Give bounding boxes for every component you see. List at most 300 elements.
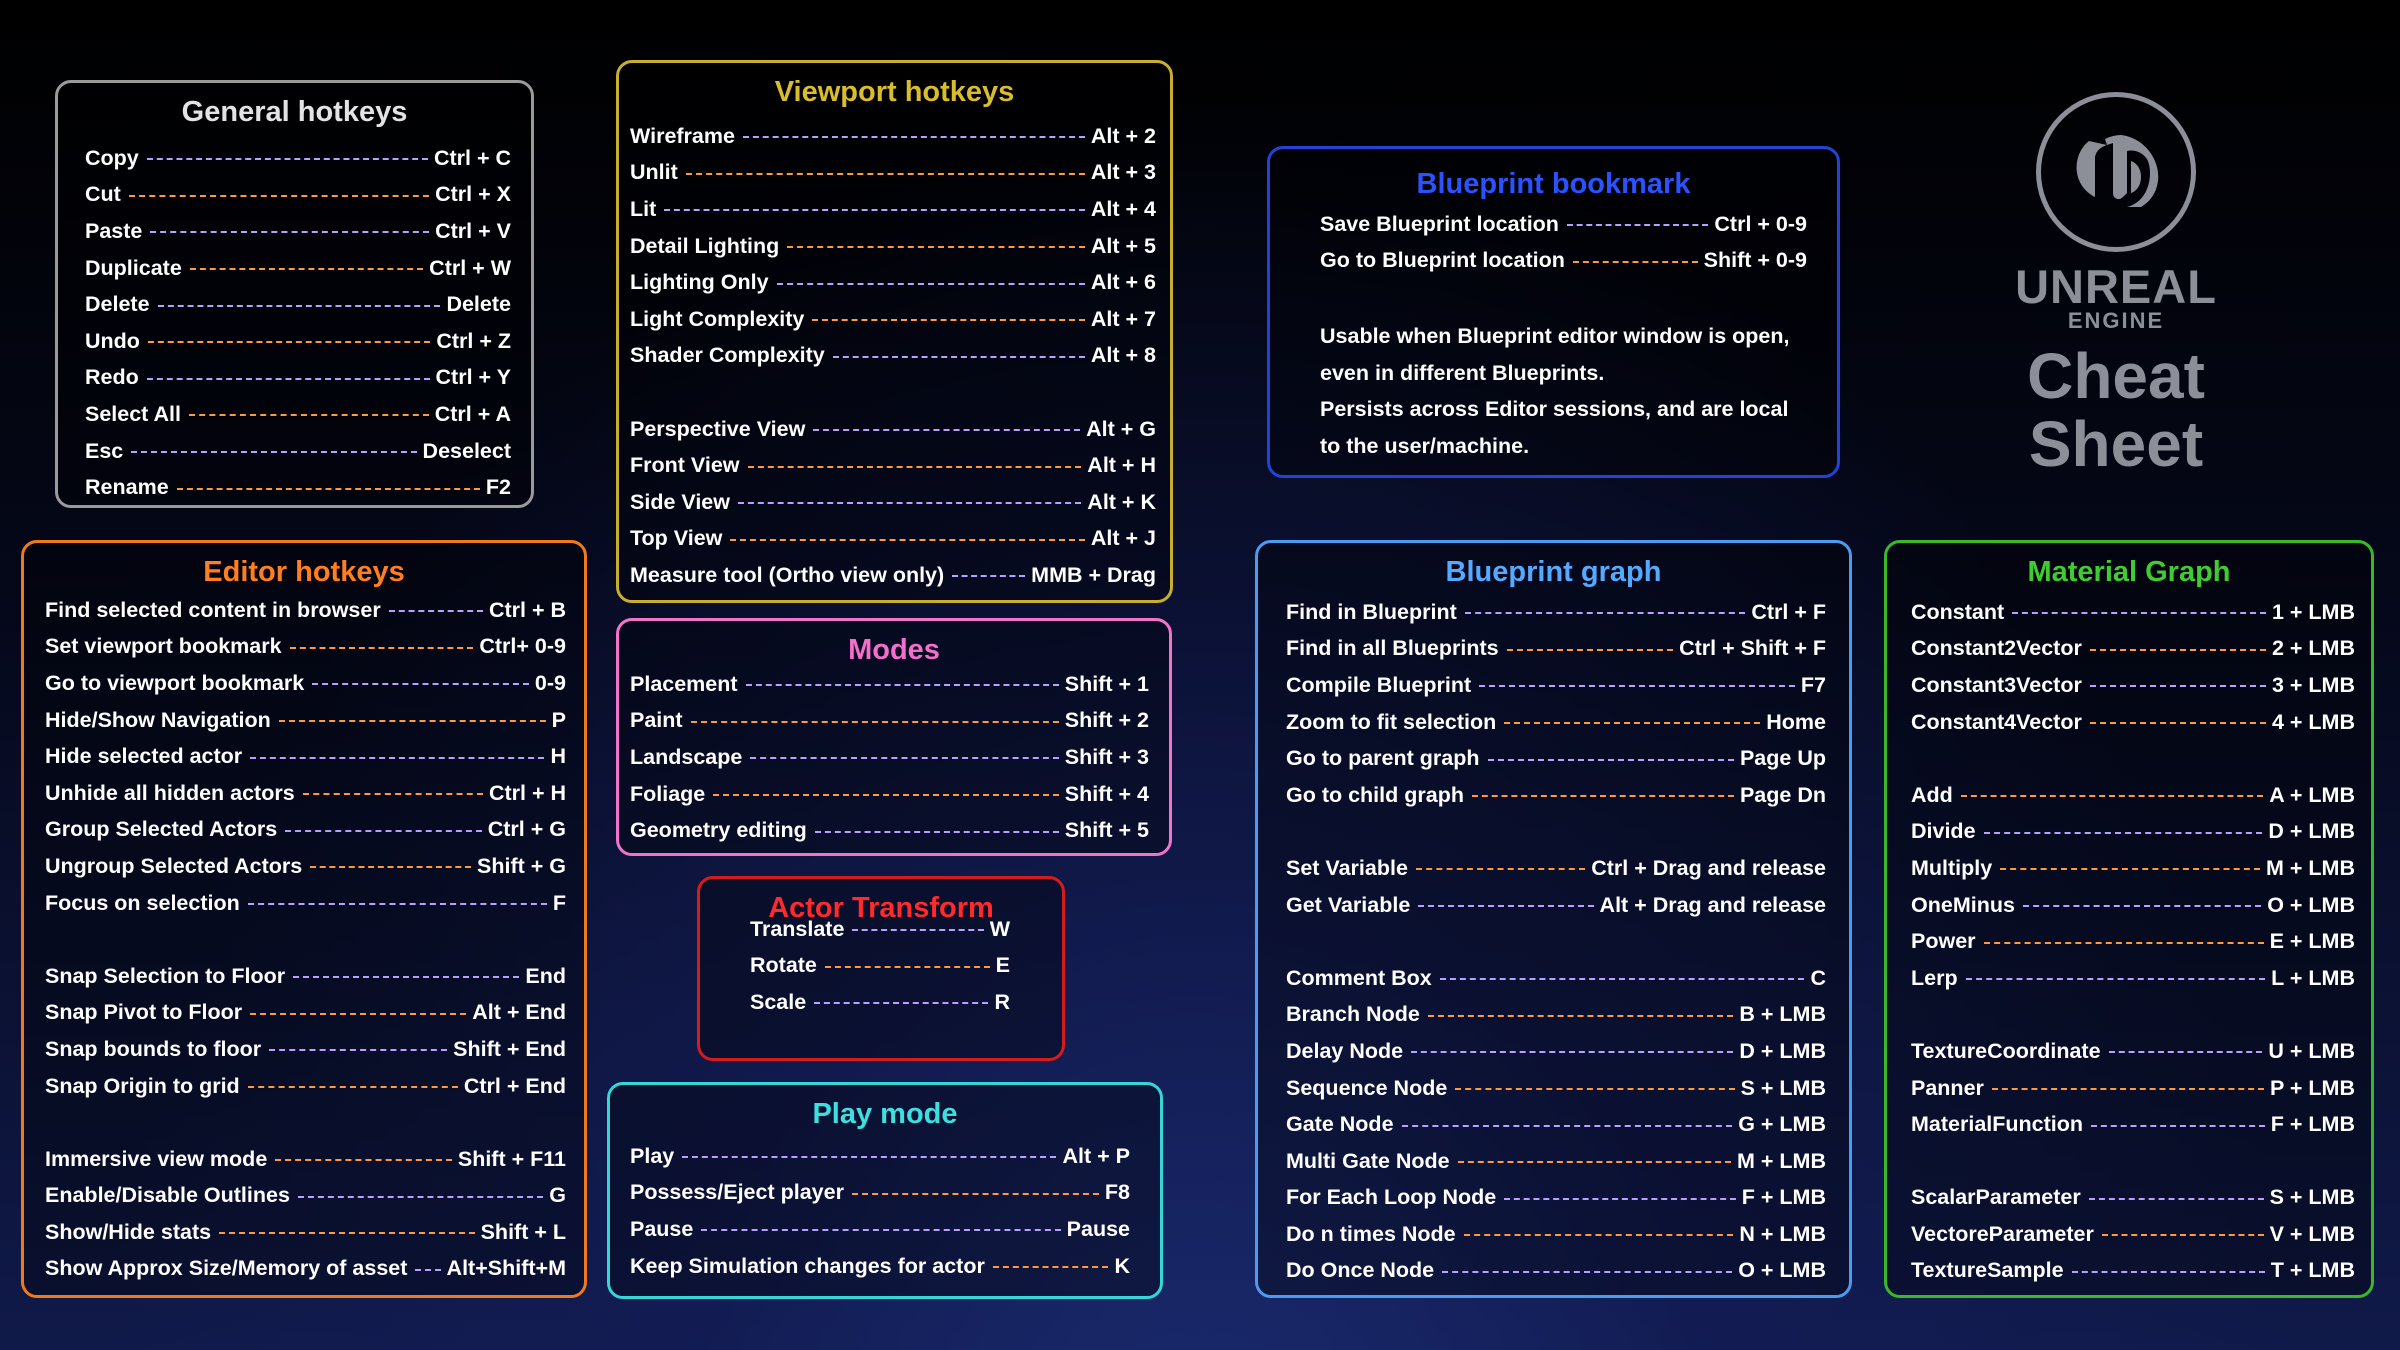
hotkey-row	[45, 1031, 566, 1068]
hotkey-shortcut: Ctrl + X	[435, 182, 511, 207]
hotkey-list	[1286, 594, 1826, 1289]
hotkey-shortcut: Shift + 2	[1064, 708, 1149, 733]
hotkey-row	[1911, 594, 2355, 631]
hotkey-action: Copy	[85, 145, 139, 170]
dashed-leader	[1442, 1271, 1732, 1273]
hotkey-shortcut: 4 + LMB	[2271, 709, 2355, 734]
hotkey-row	[85, 250, 511, 287]
hotkey-shortcut: Alt + H	[1087, 453, 1156, 478]
panel-title: Play mode	[812, 1098, 958, 1130]
hotkey-action: Gate Node	[1286, 1112, 1394, 1137]
hotkey-row	[630, 447, 1156, 484]
hotkey-action: Compile Blueprint	[1286, 672, 1472, 697]
hotkey-row	[1286, 1143, 1826, 1180]
hotkey-shortcut: Ctrl + B	[488, 597, 566, 622]
dashed-leader	[1504, 722, 1760, 724]
dashed-leader	[1992, 1088, 2264, 1090]
dashed-leader	[691, 721, 1059, 723]
dashed-leader	[2090, 722, 2266, 724]
hotkey-list	[85, 140, 511, 506]
hotkey-row	[1911, 1033, 2355, 1070]
dashed-leader	[147, 378, 430, 380]
hotkey-row	[630, 301, 1156, 338]
hotkey-action: Delete	[85, 292, 150, 317]
dashed-leader	[713, 794, 1059, 796]
hotkey-shortcut: W	[989, 916, 1010, 941]
hotkey-shortcut: Shift + 0-9	[1703, 248, 1807, 273]
dashed-leader	[275, 1159, 452, 1161]
hotkey-action: Go to parent graph	[1286, 746, 1480, 771]
hotkey-row	[1286, 704, 1826, 741]
hotkey-row	[750, 948, 1010, 985]
panel-title: Modes	[848, 634, 940, 666]
hotkey-shortcut: Shift + 1	[1064, 671, 1149, 696]
hotkey-shortcut: Shift + 4	[1064, 781, 1149, 806]
hotkey-row	[1286, 850, 1826, 887]
dashed-leader	[787, 246, 1085, 248]
hotkey-shortcut: Ctrl + Drag and release	[1591, 855, 1826, 880]
hotkey-shortcut: MMB + Drag	[1031, 562, 1156, 587]
dashed-leader	[250, 1013, 466, 1015]
hotkey-action: Multiply	[1911, 855, 1993, 880]
bookmark-note	[1320, 318, 1807, 464]
dashed-leader	[1418, 905, 1593, 907]
hotkey-row	[750, 984, 1010, 1021]
hotkey-row	[630, 1138, 1130, 1175]
hotkey-action: MaterialFunction	[1911, 1112, 2084, 1137]
hotkey-action: TextureSample	[1911, 1258, 2064, 1283]
hotkey-action: Pause	[630, 1216, 694, 1241]
editor-hotkeys-panel	[21, 540, 587, 1298]
hotkey-action: Snap Origin to grid	[45, 1073, 240, 1098]
hotkey-shortcut: O + LMB	[1738, 1258, 1826, 1283]
hotkey-action: Snap Pivot to Floor	[45, 1000, 243, 1025]
hotkey-action: Paste	[85, 218, 143, 243]
dashed-leader	[2091, 1125, 2265, 1127]
hotkey-row	[1286, 1033, 1826, 1070]
hotkey-shortcut: 3 + LMB	[2271, 672, 2355, 697]
hotkey-row	[45, 812, 566, 849]
hotkey-action: TextureCoordinate	[1911, 1038, 2101, 1063]
hotkey-list	[1911, 594, 2355, 1289]
hotkey-row	[630, 666, 1149, 703]
hotkey-shortcut: Deselect	[422, 438, 511, 463]
dashed-leader	[833, 356, 1085, 358]
hotkey-row	[630, 1248, 1130, 1285]
hotkey-shortcut: G + LMB	[1738, 1112, 1826, 1137]
hotkey-row	[1911, 1253, 2355, 1290]
hotkey-shortcut: Ctrl + F	[1751, 599, 1826, 624]
dashed-leader	[852, 929, 983, 931]
hotkey-row	[630, 228, 1156, 265]
hotkey-row	[630, 484, 1156, 521]
hotkey-row	[630, 411, 1156, 448]
hotkey-row	[1911, 1180, 2355, 1217]
hotkey-row	[85, 286, 511, 323]
hotkey-shortcut: Page Up	[1739, 746, 1826, 771]
dashed-leader	[1984, 832, 2263, 834]
dashed-leader	[1411, 1051, 1733, 1053]
hotkey-shortcut: G	[549, 1183, 566, 1208]
hotkey-action: Front View	[630, 453, 740, 478]
hotkey-action: Enable/Disable Outlines	[45, 1183, 290, 1208]
hotkey-action: Go to child graph	[1286, 782, 1464, 807]
hotkey-row	[1286, 887, 1826, 924]
dashed-leader	[730, 539, 1084, 541]
hotkey-row	[1320, 243, 1807, 280]
hotkey-shortcut: Alt + 6	[1090, 270, 1156, 295]
row-spacer	[1286, 923, 1826, 960]
hotkey-shortcut: Ctrl + G	[487, 817, 566, 842]
hotkey-row	[1911, 1106, 2355, 1143]
hotkey-row	[1911, 704, 2355, 741]
note-line: Persists across Editor sessions, and are local	[1320, 397, 1789, 422]
hotkey-row	[630, 739, 1149, 776]
dashed-leader	[815, 831, 1059, 833]
dashed-leader	[279, 720, 546, 722]
blueprint-graph-panel	[1255, 540, 1852, 1298]
hotkey-shortcut: F	[552, 890, 566, 915]
dashed-leader	[219, 1232, 475, 1234]
panel-title: General hotkeys	[181, 96, 408, 128]
dashed-leader	[129, 195, 429, 197]
hotkey-action: Duplicate	[85, 255, 182, 280]
hotkey-row	[630, 776, 1149, 813]
hotkey-action: Redo	[85, 365, 139, 390]
dashed-leader	[2090, 649, 2266, 651]
hotkey-action: Add	[1911, 782, 1953, 807]
dashed-leader	[389, 610, 483, 612]
dashed-leader	[131, 451, 416, 453]
dashed-leader	[1464, 1234, 1734, 1236]
hotkey-shortcut: C	[1810, 965, 1826, 990]
hotkey-action: Set viewport bookmark	[45, 634, 282, 659]
hotkey-shortcut: End	[525, 963, 566, 988]
hotkey-action: Constant2Vector	[1911, 636, 2082, 661]
hotkey-action: Constant4Vector	[1911, 709, 2082, 734]
hotkey-action: Foliage	[630, 781, 706, 806]
hotkey-action: Rotate	[750, 953, 817, 978]
panel-title: Viewport hotkeys	[774, 76, 1015, 108]
dashed-leader	[147, 158, 428, 160]
hotkey-row	[45, 665, 566, 702]
row-spacer	[1911, 740, 2355, 777]
hotkey-shortcut: Alt + End	[472, 1000, 566, 1025]
hotkey-row	[1286, 1180, 1826, 1217]
dashed-leader	[777, 283, 1085, 285]
hotkey-action: Immersive view mode	[45, 1146, 268, 1171]
hotkey-shortcut: V + LMB	[2269, 1221, 2355, 1246]
hotkey-action: Measure tool (Ortho view only)	[630, 562, 945, 587]
note-line: Usable when Blueprint editor window is open,	[1320, 324, 1790, 348]
dashed-leader	[2000, 868, 2260, 870]
hotkey-shortcut: Shift + End	[453, 1036, 566, 1061]
panel-title: Editor hotkeys	[203, 556, 405, 588]
dashed-leader	[2023, 905, 2261, 907]
hotkey-row	[630, 703, 1149, 740]
hotkey-shortcut: Ctrl + Shift + F	[1679, 636, 1826, 661]
dashed-leader	[1458, 1161, 1731, 1163]
hotkey-shortcut: E + LMB	[2269, 929, 2355, 954]
panel-title: Material Graph	[2027, 556, 2231, 588]
dashed-leader	[1479, 685, 1795, 687]
hotkey-action: Show Approx Size/Memory of asset	[45, 1256, 408, 1281]
hotkey-shortcut: P	[551, 707, 566, 732]
general-hotkeys-panel	[55, 80, 534, 508]
hotkey-row	[1286, 777, 1826, 814]
dashed-leader	[746, 684, 1059, 686]
modes-panel	[616, 618, 1172, 856]
dashed-leader	[682, 1156, 1056, 1158]
hotkey-row	[1286, 1253, 1826, 1290]
dashed-leader	[2012, 612, 2266, 614]
cheat-line: Cheat	[2027, 340, 2205, 412]
hotkey-shortcut: Alt + 8	[1090, 343, 1156, 368]
hotkey-action: Set Variable	[1286, 855, 1408, 880]
dashed-leader	[750, 757, 1058, 759]
note-line: to the user/machine.	[1320, 433, 1530, 458]
hotkey-shortcut: Alt + K	[1087, 489, 1156, 514]
hotkey-shortcut: Alt + P	[1062, 1143, 1130, 1168]
hotkey-row	[1911, 631, 2355, 668]
hotkey-row	[1911, 777, 2355, 814]
hotkey-row	[1286, 1216, 1826, 1253]
dashed-leader	[1428, 1015, 1734, 1017]
hotkey-action: Branch Node	[1286, 1002, 1420, 1027]
hotkey-action: VectoreParameter	[1911, 1221, 2094, 1246]
hotkey-action: Hide selected actor	[45, 744, 243, 769]
hotkey-action: Focus on selection	[45, 890, 240, 915]
hotkey-row	[1911, 1070, 2355, 1107]
hotkey-action: Lit	[630, 196, 657, 221]
hotkey-row	[630, 521, 1156, 558]
dashed-leader	[150, 231, 429, 233]
hotkey-action: Snap Selection to Floor	[45, 963, 286, 988]
dashed-leader	[1966, 978, 2266, 980]
hotkey-shortcut: M + LMB	[2266, 855, 2355, 880]
hotkey-row	[1911, 850, 2355, 887]
dashed-leader	[748, 466, 1082, 468]
material-graph-panel	[1884, 540, 2374, 1298]
dashed-leader	[2109, 1051, 2263, 1053]
hotkey-list	[630, 118, 1156, 594]
hotkey-action: Perspective View	[630, 416, 806, 441]
row-spacer	[45, 921, 566, 958]
actor-transform-panel	[697, 876, 1065, 1061]
hotkey-row	[1286, 997, 1826, 1034]
hotkey-action: Placement	[630, 671, 738, 696]
hotkey-shortcut: E	[995, 953, 1010, 978]
dashed-leader	[1567, 224, 1708, 226]
dashed-leader	[293, 976, 519, 978]
hotkey-action: Ungroup Selected Actors	[45, 853, 303, 878]
hotkey-shortcut: Alt + Drag and release	[1599, 892, 1826, 917]
hotkey-action: Panner	[1911, 1075, 1984, 1100]
hotkey-shortcut: D + LMB	[2268, 819, 2355, 844]
hotkey-action: Possess/Eject player	[630, 1180, 844, 1205]
hotkey-row	[45, 1178, 566, 1215]
hotkey-action: Constant	[1911, 599, 2005, 624]
hotkey-shortcut: F2	[485, 475, 511, 500]
dashed-leader	[310, 866, 471, 868]
hotkey-shortcut: Shift + L	[480, 1219, 566, 1244]
hotkey-action: Go to viewport bookmark	[45, 670, 305, 695]
hotkey-shortcut: Ctrl + H	[488, 780, 566, 805]
dashed-leader	[248, 1086, 458, 1088]
hotkey-action: Do n times Node	[1286, 1221, 1456, 1246]
hotkey-row	[1911, 887, 2355, 924]
dashed-leader	[812, 319, 1084, 321]
note-line: even in different Blueprints.	[1320, 360, 1605, 385]
hotkey-row	[1286, 960, 1826, 997]
hotkey-row	[45, 958, 566, 995]
hotkey-action: Undo	[85, 328, 140, 353]
hotkey-shortcut: Ctrl + W	[429, 255, 511, 280]
dashed-leader	[177, 488, 480, 490]
row-spacer	[1911, 997, 2355, 1034]
hotkey-shortcut: 2 + LMB	[2271, 636, 2355, 661]
hotkey-row	[85, 396, 511, 433]
hotkey-shortcut: N + LMB	[1739, 1221, 1826, 1246]
dashed-leader	[686, 173, 1085, 175]
hotkey-action: Zoom to fit selection	[1286, 709, 1497, 734]
hotkey-row	[1911, 923, 2355, 960]
hotkey-row	[45, 885, 566, 922]
row-spacer	[630, 374, 1156, 411]
hotkey-action: Find in Blueprint	[1286, 599, 1457, 624]
hotkey-action: OneMinus	[1911, 892, 2015, 917]
play-mode-panel	[607, 1082, 1163, 1299]
hotkey-shortcut: Shift + F11	[457, 1146, 566, 1171]
hotkey-action: Comment Box	[1286, 965, 1432, 990]
row-spacer	[1911, 1143, 2355, 1180]
hotkey-row	[630, 1211, 1130, 1248]
hotkey-list	[750, 911, 1010, 1021]
hotkey-row	[630, 264, 1156, 301]
hotkey-action: Unlit	[630, 160, 678, 185]
dashed-leader	[269, 1049, 447, 1051]
hotkey-action: Paint	[630, 708, 683, 733]
dashed-leader	[1416, 868, 1585, 870]
dashed-leader	[952, 575, 1025, 577]
hotkey-shortcut: Alt + 4	[1090, 196, 1156, 221]
hotkey-row	[85, 177, 511, 214]
hotkey-action: Rename	[85, 475, 169, 500]
hotkey-row	[85, 433, 511, 470]
hotkey-row	[630, 1175, 1130, 1212]
hotkey-shortcut: Shift + 3	[1064, 744, 1149, 769]
dashed-leader	[1507, 649, 1673, 651]
viewport-hotkeys-panel	[616, 60, 1173, 603]
hotkey-shortcut: Alt + J	[1090, 526, 1156, 551]
hotkey-shortcut: Shift + G	[477, 853, 566, 878]
hotkey-action: Divide	[1911, 819, 1976, 844]
hotkey-shortcut: F + LMB	[2270, 1112, 2355, 1137]
hotkey-row	[1911, 960, 2355, 997]
hotkey-shortcut: U + LMB	[2268, 1038, 2355, 1063]
hotkey-row	[1286, 594, 1826, 631]
hotkey-shortcut: Alt + 7	[1090, 306, 1156, 331]
hotkey-row	[85, 323, 511, 360]
hotkey-shortcut: F + LMB	[1741, 1185, 1826, 1210]
hotkey-shortcut: S + LMB	[1740, 1075, 1826, 1100]
dashed-leader	[738, 502, 1081, 504]
hotkey-shortcut: Ctrl + V	[435, 218, 511, 243]
hotkey-shortcut: T + LMB	[2270, 1258, 2355, 1283]
dashed-leader	[189, 414, 429, 416]
hotkey-action: ScalarParameter	[1911, 1185, 2081, 1210]
hotkey-row	[45, 592, 566, 629]
hotkey-row	[1320, 206, 1807, 243]
hotkey-shortcut: P + LMB	[2269, 1075, 2355, 1100]
hotkey-action: Find in all Blueprints	[1286, 636, 1499, 661]
hotkey-row	[85, 360, 511, 397]
brand-subname: ENGINE	[2067, 308, 2165, 333]
hotkey-shortcut: Alt + 3	[1090, 160, 1156, 185]
hotkey-row	[45, 738, 566, 775]
dashed-leader	[148, 341, 430, 343]
hotkey-action: For Each Loop Node	[1286, 1185, 1497, 1210]
panel-title: Blueprint graph	[1445, 556, 1662, 588]
hotkey-shortcut: Pause	[1066, 1216, 1130, 1241]
hotkey-shortcut: Alt + G	[1086, 416, 1156, 441]
dashed-leader	[298, 1196, 543, 1198]
hotkey-shortcut: K	[1114, 1253, 1130, 1278]
hotkey-shortcut: B + LMB	[1739, 1002, 1826, 1027]
hotkey-action: Do Once Node	[1286, 1258, 1435, 1283]
hotkey-shortcut: Page Dn	[1739, 782, 1826, 807]
hotkey-row	[1286, 631, 1826, 668]
hotkey-action: Light Complexity	[630, 306, 805, 331]
hotkey-action: Lerp	[1911, 965, 1958, 990]
dashed-leader	[285, 830, 482, 832]
hotkey-row	[750, 911, 1010, 948]
hotkey-action: Side View	[630, 489, 730, 514]
hotkey-shortcut: Ctrl + 0-9	[1714, 211, 1807, 236]
hotkey-row	[1286, 1070, 1826, 1107]
dashed-leader	[825, 966, 990, 968]
hotkey-action: Get Variable	[1286, 892, 1411, 917]
hotkey-shortcut: A + LMB	[2269, 782, 2355, 807]
hotkey-action: Geometry editing	[630, 818, 807, 843]
hotkey-action: Select All	[85, 401, 181, 426]
hotkey-action: Esc	[85, 438, 124, 463]
hotkey-shortcut: Ctrl + Y	[435, 365, 511, 390]
hotkey-action: Group Selected Actors	[45, 817, 278, 842]
hotkey-shortcut: Alt + 5	[1090, 233, 1156, 258]
dashed-leader	[190, 268, 423, 270]
panel-title: Actor Transform	[768, 892, 994, 924]
dashed-leader	[1488, 759, 1734, 761]
hotkey-action: Detail Lighting	[630, 233, 780, 258]
hotkey-row	[1286, 667, 1826, 704]
hotkey-shortcut: Ctrl+ 0-9	[479, 634, 566, 659]
hotkey-action: Wireframe	[630, 123, 735, 148]
hotkey-row	[1286, 740, 1826, 777]
hotkey-row	[630, 155, 1156, 192]
dashed-leader	[664, 209, 1085, 211]
dashed-leader	[852, 1193, 1099, 1195]
dashed-leader	[1402, 1125, 1733, 1127]
hotkey-action: Find selected content in browser	[45, 597, 381, 622]
dashed-leader	[248, 903, 547, 905]
hotkey-row	[45, 775, 566, 812]
hotkey-row	[85, 469, 511, 506]
hotkey-row	[85, 213, 511, 250]
hotkey-shortcut: Ctrl + Z	[436, 328, 511, 353]
hotkey-action: Multi Gate Node	[1286, 1148, 1450, 1173]
hotkey-shortcut: Delete	[446, 292, 511, 317]
